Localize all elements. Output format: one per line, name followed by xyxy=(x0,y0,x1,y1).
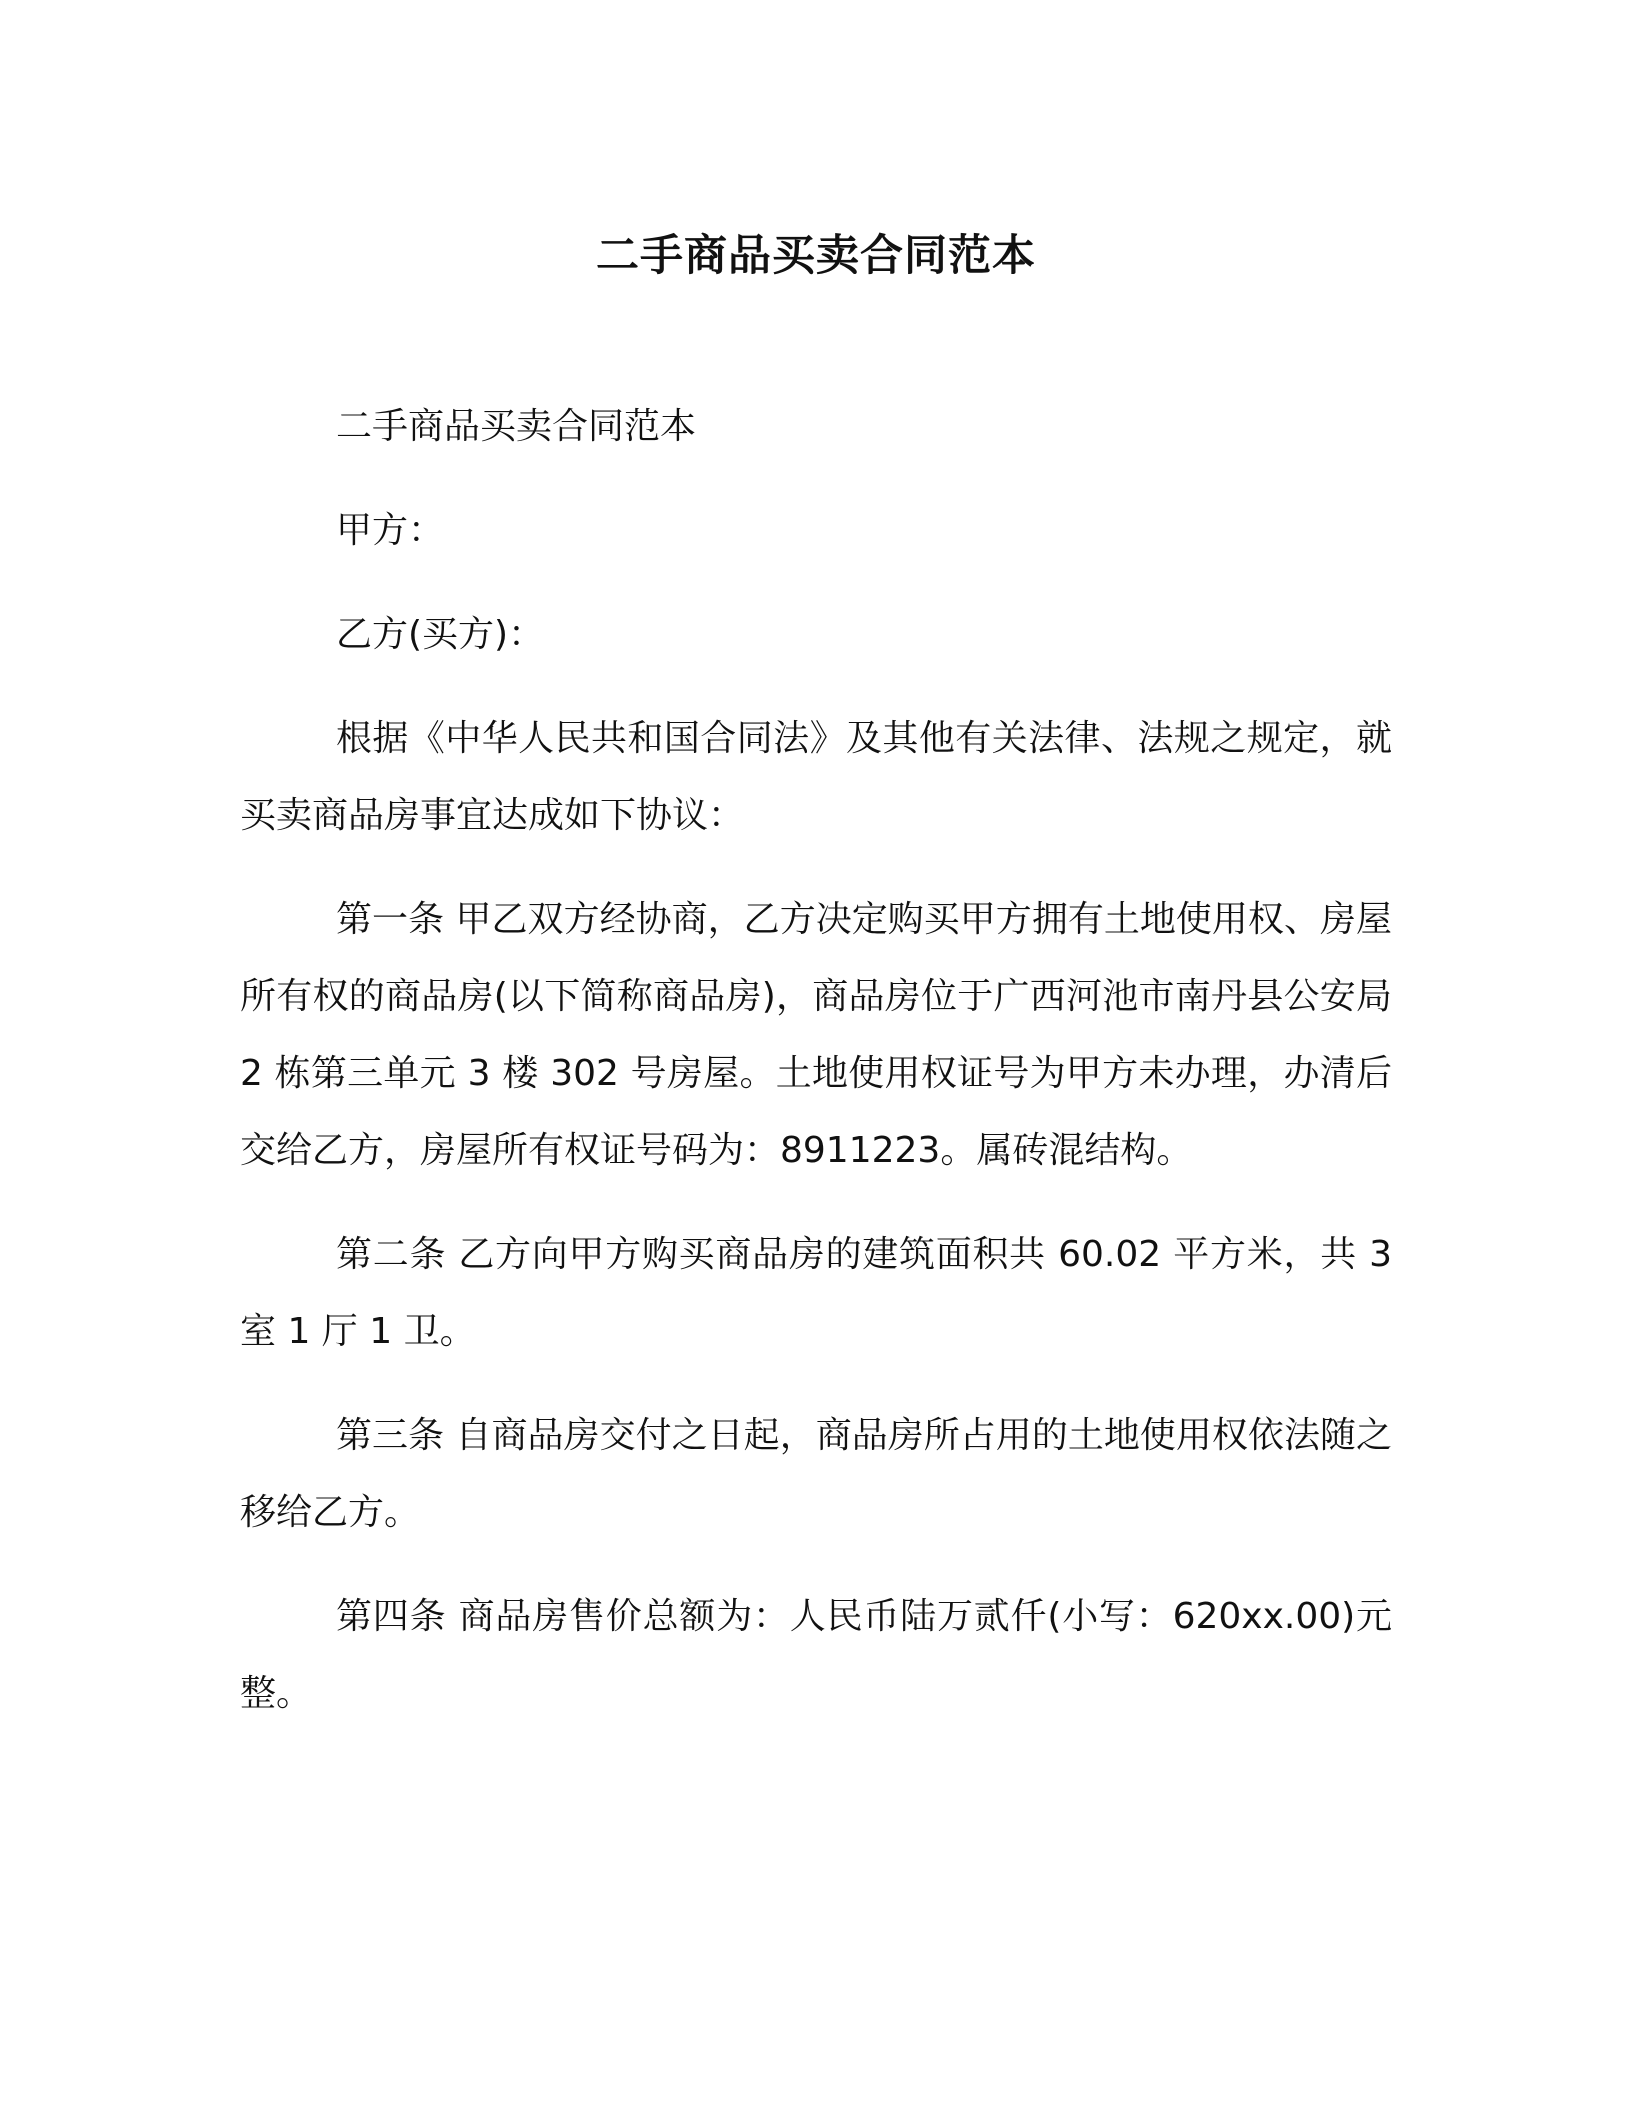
paragraph-article-2: 第二条 乙方向甲方购买商品房的建筑面积共 60.02 平方米，共 3 室 1 厅 1 卫。 xyxy=(240,1234,1392,1352)
paragraph-subtitle: 二手商品买卖合同范本 xyxy=(336,406,697,447)
paragraph-article-1: 第一条 甲乙双方经协商，乙方决定购买甲方拥有土地使用权、房屋所有权的商品房(以下简称商品房)，商品房位于广西河池市南丹县公安局 2 栋第三单元 3 楼 302 号房屋。土地使用权证号为甲方未办理，办清后交给乙方，房屋所有权证号码为：8911223。属砖混结构。 xyxy=(240,899,1392,1171)
paragraph-preamble: 根据《中华人民共和国合同法》及其他有关法律、法规之规定，就买卖商品房事宜达成如下协议： xyxy=(240,718,1392,836)
paragraph-party-b: 乙方(买方)： xyxy=(336,614,545,655)
paragraph-article-4: 第四条 商品房售价总额为：人民币陆万贰仟(小写：620xx.00)元整。 xyxy=(240,1596,1392,1714)
document-body xyxy=(240,388,1392,1732)
paragraph-article-3: 第三条 自商品房交付之日起，商品房所占用的土地使用权依法随之移给乙方。 xyxy=(240,1415,1392,1533)
document-title: 二手商品买卖合同范本 xyxy=(596,231,1036,281)
paragraph-party-a: 甲方： xyxy=(336,510,445,551)
